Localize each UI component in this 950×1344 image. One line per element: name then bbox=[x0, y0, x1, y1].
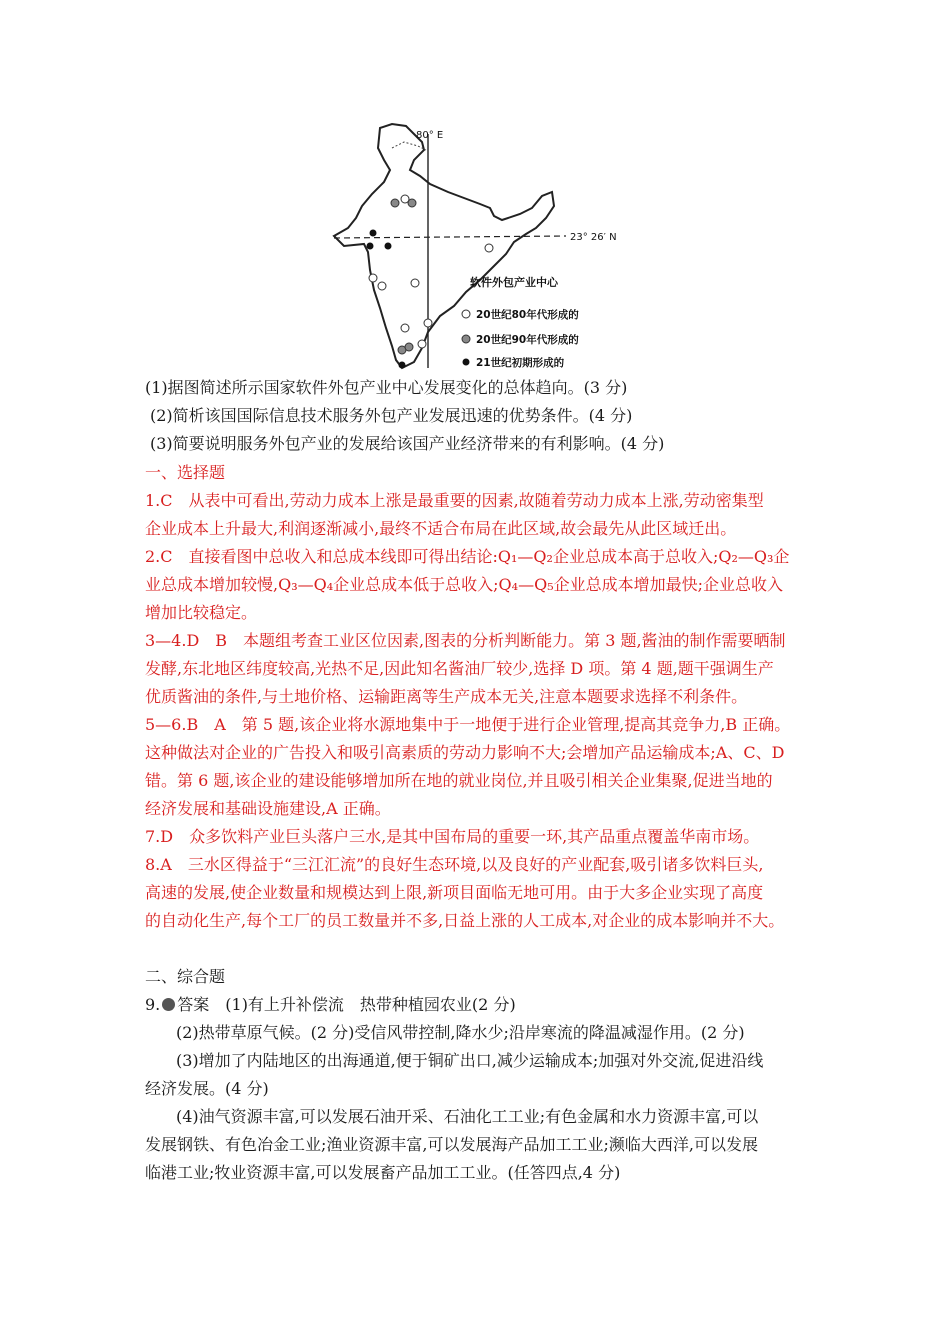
center-90s bbox=[405, 343, 413, 351]
answer-line: 增加比较稳定。 bbox=[145, 603, 258, 622]
answer-mark-icon bbox=[162, 998, 175, 1011]
center-90s bbox=[391, 199, 399, 207]
legend-2000s-marker bbox=[463, 359, 470, 366]
center-80s bbox=[424, 319, 432, 327]
answer-line: 1.C 从表中可看出,劳动力成本上涨是最重要的因素,故随着劳动力成本上涨,劳动密集型 bbox=[145, 491, 764, 510]
legend-2000s-label: 21世纪初期形成的 bbox=[476, 357, 565, 369]
center-80s bbox=[418, 340, 426, 348]
q9-answer-head bbox=[145, 992, 516, 1018]
answer-line: 错。第 6 题,该企业的建设能够增加所在地的就业岗位,并且吸引相关企业集聚,促进当地的 bbox=[145, 771, 773, 790]
center-80s bbox=[378, 282, 386, 290]
india-map bbox=[330, 120, 620, 372]
legend-90s-marker bbox=[462, 335, 470, 343]
answer-line: 经济发展。(4 分) bbox=[145, 1079, 269, 1098]
tropic-of-cancer-line bbox=[334, 236, 566, 238]
center-2000s bbox=[385, 243, 392, 250]
answer-line: 的自动化生产,每个工厂的员工数量并不多,日益上涨的人工成本,对企业的成本影响并不大。 bbox=[145, 911, 785, 930]
answer-line: 企业成本上升最大,利润逐渐减小,最终不适合布局在此区域,故会最先从此区域迁出。 bbox=[145, 519, 737, 538]
answer-line: (3)增加了内陆地区的出海通道,便于铜矿出口,减少运输成本;加强对外交流,促进沿线 bbox=[176, 1051, 764, 1070]
answer-line: 发展钢铁、有色冶金工业;渔业资源丰富,可以发展海产品加工工业;濒临大西洋,可以发展 bbox=[145, 1135, 758, 1154]
section-title-choice: 一、选择题 bbox=[145, 463, 226, 482]
answer-line: 业总成本增加较慢,Q₃—Q₄企业总成本低于总收入;Q₄—Q₅企业总成本增加最快;企业总收入 bbox=[145, 575, 783, 594]
answer-line: 5—6.B A 第 5 题,该企业将水源地集中于一地便于进行企业管理,提高其竞争力,B 正确。 bbox=[145, 715, 791, 734]
center-2000s bbox=[367, 243, 374, 250]
answer-line: (4)油气资源丰富,可以发展石油开采、石油化工工业;有色金属和水力资源丰富,可以 bbox=[176, 1107, 759, 1126]
answer-line: 7.D 众多饮料产业巨头落户三水,是其中国布局的重要一环,其产品重点覆盖华南市场。 bbox=[145, 827, 760, 846]
legend-80s-marker bbox=[462, 310, 470, 318]
question-1: (1)据图简述所示国家软件外包产业中心发展变化的总体趋向。(3 分) bbox=[145, 378, 628, 397]
center-80s bbox=[401, 324, 409, 332]
center-80s bbox=[411, 279, 419, 287]
answer-line: 高速的发展,使企业数量和规模达到上限,新项目面临无地可用。由于大多企业实现了高度 bbox=[145, 883, 764, 902]
kashmir-dotted-border bbox=[392, 142, 426, 150]
question-2: (2)简析该国国际信息技术服务外包产业发展迅速的优势条件。(4 分) bbox=[150, 406, 633, 425]
center-80s bbox=[485, 244, 493, 252]
tropic-label: 23° 26′ N bbox=[570, 232, 617, 243]
answer-line: 3—4.D B 本题组考查工业区位因素,图表的分析判断能力。第 3 题,酱油的制作需要晒制 bbox=[145, 631, 786, 650]
meridian-label: 80° E bbox=[416, 130, 444, 141]
center-90s bbox=[408, 199, 416, 207]
question-3: (3)简要说明服务外包产业的发展给该国产业经济带来的有利影响。(4 分) bbox=[150, 434, 665, 453]
legend-80s-label: 20世纪80年代形成的 bbox=[476, 309, 579, 321]
legend-title: 软件外包产业中心 bbox=[470, 276, 558, 289]
answer-line: 经济发展和基础设施建设,A 正确。 bbox=[145, 799, 391, 818]
india-map-figure bbox=[330, 120, 620, 372]
answer-line: 2.C 直接看图中总收入和总成本线即可得出结论:Q₁—Q₂企业总成本高于总收入;Q₂—Q₃企 bbox=[145, 547, 790, 566]
q9-head-text: 答案 (1)有上升补偿流 热带种植园农业(2 分) bbox=[177, 995, 516, 1014]
center-80s bbox=[369, 274, 377, 282]
section-title-comprehensive: 二、综合题 bbox=[145, 967, 226, 986]
center-2000s bbox=[399, 362, 406, 369]
answer-line: (2)热带草原气候。(2 分)受信风带控制,降水少;沿岸寒流的降温减湿作用。(2 分) bbox=[176, 1023, 745, 1042]
answer-line: 临港工业;牧业资源丰富,可以发展畜产品加工工业。(任答四点,4 分) bbox=[145, 1163, 621, 1182]
center-2000s bbox=[370, 230, 377, 237]
answer-line: 8.A 三水区得益于“三江汇流”的良好生态环境,以及良好的产业配套,吸引诸多饮料巨头, bbox=[145, 855, 764, 874]
answer-line: 发酵,东北地区纬度较高,光热不足,因此知名酱油厂较少,选择 D 项。第 4 题,题干强调生产 bbox=[145, 659, 774, 678]
legend-90s-label: 20世纪90年代形成的 bbox=[476, 334, 579, 346]
q9-label: 9. bbox=[145, 995, 161, 1014]
answer-line: 这种做法对企业的广告投入和吸引高素质的劳动力影响不大;会增加产品运输成本;A、C、D bbox=[145, 743, 785, 762]
answer-line: 优质酱油的条件,与土地价格、运输距离等生产成本无关,注意本题要求选择不利条件。 bbox=[145, 687, 748, 706]
